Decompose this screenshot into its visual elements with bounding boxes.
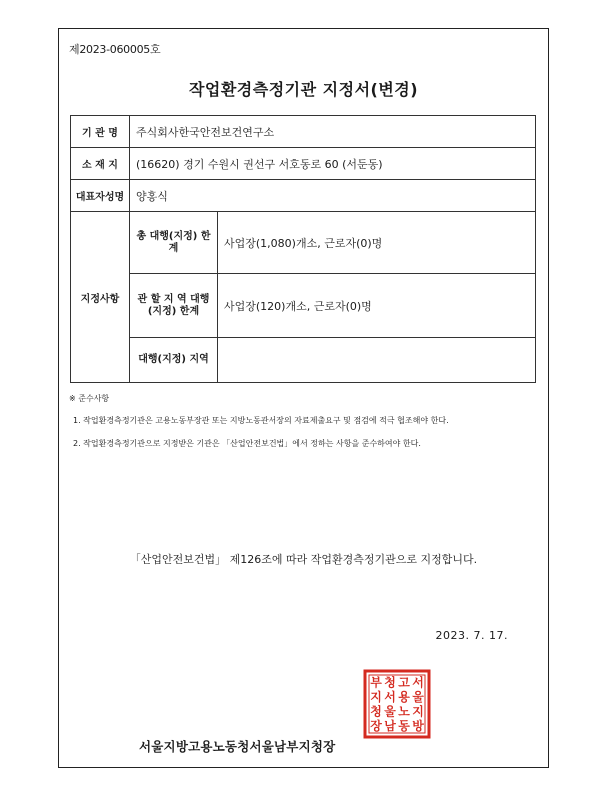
representative-label: 대표자성명 bbox=[71, 180, 130, 212]
designated-region-label: 대행(지정) 지역 bbox=[130, 338, 218, 383]
certificate-page bbox=[58, 28, 549, 768]
org-name-label: 기 관 명 bbox=[71, 116, 130, 148]
table-row-address bbox=[71, 148, 536, 180]
designation-statement: 「산업안전보건법」 제126조에 따라 작업환경측정기관으로 지정합니다. bbox=[129, 553, 478, 566]
table-row-representative bbox=[71, 180, 536, 212]
info-table bbox=[70, 115, 536, 383]
note-item: 2. 작업환경측정기관으로 지정받은 기관은 「산업안전보건법」에서 정하는 사항을 준수하여야 한다. bbox=[73, 439, 421, 448]
designated-region-value bbox=[218, 338, 536, 383]
svg-text:동: 동 bbox=[398, 718, 410, 733]
svg-text:울: 울 bbox=[384, 704, 396, 719]
svg-text:고: 고 bbox=[398, 675, 410, 690]
svg-text:용: 용 bbox=[398, 689, 410, 704]
document-title: 작업환경측정기관 지정서(변경) bbox=[188, 80, 419, 99]
note-item: 1. 작업환경측정기관은 고용노동부장관 또는 지방노동관서장의 자료제출요구 및 점검에 적극 협조해야 한다. bbox=[73, 416, 449, 425]
representative-value: 양홍식 bbox=[130, 180, 536, 212]
total-limit-label: 총 대행(지정) 한 계 bbox=[130, 212, 218, 274]
table-row-designated-region bbox=[71, 338, 536, 383]
svg-text:서: 서 bbox=[384, 689, 396, 704]
svg-text:장: 장 bbox=[370, 718, 382, 733]
official-seal-icon bbox=[363, 669, 431, 739]
svg-text:남: 남 bbox=[384, 718, 396, 733]
document-number: 제2023-060005호 bbox=[69, 43, 161, 56]
region-limit-label: 관 할 지 역 대행(지정) 한계 bbox=[130, 274, 218, 338]
designation-label: 지정사항 bbox=[71, 212, 130, 383]
svg-text:청: 청 bbox=[370, 704, 382, 719]
svg-text:노: 노 bbox=[398, 704, 410, 719]
svg-text:지: 지 bbox=[412, 704, 424, 719]
table-row-total-limit bbox=[71, 212, 536, 274]
svg-text:서: 서 bbox=[412, 675, 424, 690]
svg-text:지: 지 bbox=[370, 689, 382, 704]
svg-text:부: 부 bbox=[370, 675, 382, 690]
total-limit-value: 사업장(1,080)개소, 근로자(0)명 bbox=[218, 212, 536, 274]
table-row-organization bbox=[71, 116, 536, 148]
issue-date: 2023. 7. 17. bbox=[435, 629, 508, 642]
issuer-name: 서울지방고용노동청서울남부지청장 bbox=[139, 739, 336, 754]
notes-title: ※ 준수사항 bbox=[69, 394, 110, 403]
address-label: 소 재 지 bbox=[71, 148, 130, 180]
org-name-value: 주식회사한국안전보건연구소 bbox=[130, 116, 536, 148]
svg-text:울: 울 bbox=[412, 689, 424, 704]
address-value: (16620) 경기 수원시 권선구 서호동로 60 (서둔동) bbox=[130, 148, 536, 180]
svg-text:방: 방 bbox=[412, 718, 424, 733]
svg-text:청: 청 bbox=[384, 675, 396, 690]
table-row-region-limit bbox=[71, 274, 536, 338]
compliance-notes bbox=[69, 393, 539, 461]
region-limit-value: 사업장(120)개소, 근로자(0)명 bbox=[218, 274, 536, 338]
